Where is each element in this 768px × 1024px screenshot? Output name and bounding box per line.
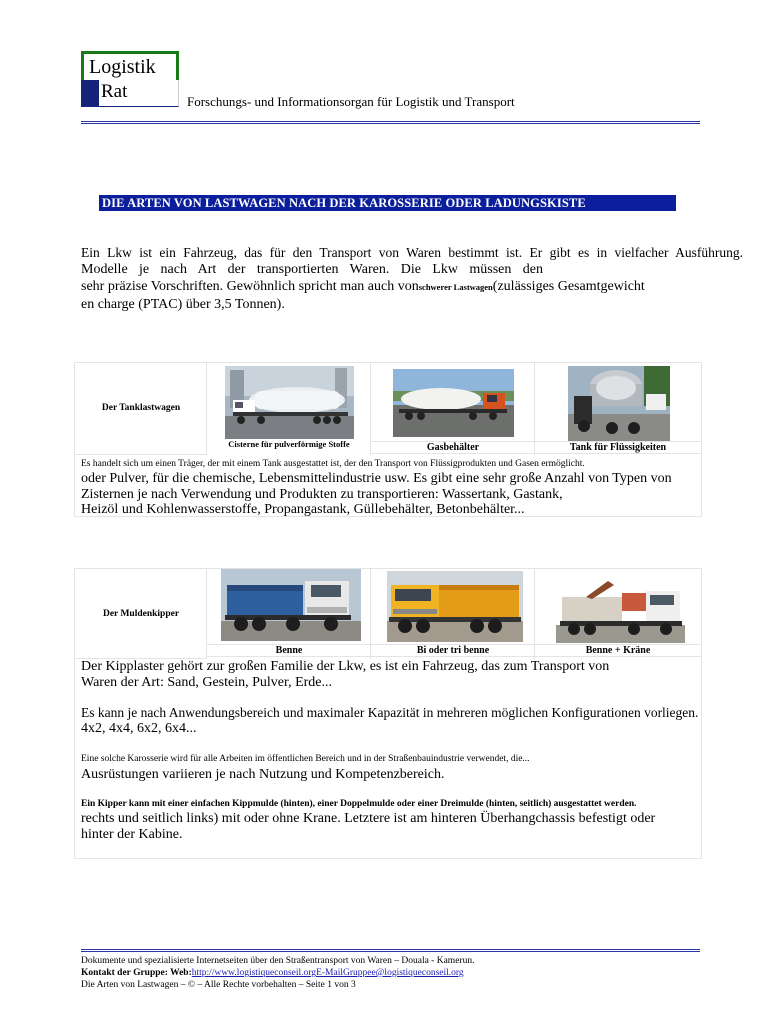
tipper-p2-line1: Es kann je nach Anwendungsbereich und maximaler Kapazität in mehreren möglichen Konfigurationen vorliegen.: [81, 705, 699, 720]
gas-tanker-photo: [393, 369, 514, 437]
tipper-p1-line2: Waren der Art: Sand, Gestein, Pulver, Erde...: [81, 675, 333, 690]
caption-benne: Benne: [207, 644, 371, 657]
bi-tri-benne-truck-photo: [387, 571, 523, 642]
tipper-p1-line1: Der Kipplaster gehört zur großen Familie der Lkw, es ist ein Fahrzeug, das zum Transport von: [81, 659, 610, 674]
footer-email-link[interactable]: E-MailGruppee@logistiqueconseil.org: [316, 968, 464, 978]
footer: [81, 955, 522, 991]
footer-line-3: Die Arten von Lastwagen – © – Alle Rechte vorbehalten – Seite 1 von 3: [81, 980, 356, 990]
caption-benne-kraene: Benne + Kräne: [535, 644, 701, 657]
intro-line-1: Ein Lkw ist ein Fahrzeug, das für den Transport von Waren bestimmt ist. Er gibt es in vielfacher Ausführung.: [81, 245, 743, 260]
tipper-p2-line2: 4x2, 4x4, 6x2, 6x4...: [81, 721, 197, 736]
intro-line-3c: (zulässiges Gesamtgewicht: [492, 279, 645, 294]
footer-contact: [81, 967, 522, 979]
section-heading: DIE ARTEN VON LASTWAGEN NACH DER KAROSSERIE ODER LADUNGSKISTE: [99, 195, 676, 211]
logo-rat: [81, 80, 179, 107]
tanker-text-1: oder Pulver, für die chemische, Lebensmittelindustrie usw. Es gibt eine sehr große Anzahl von Typen von: [81, 471, 672, 486]
tipper-p4-line3: hinter der Kabine.: [81, 827, 183, 842]
intro-line-2: Modelle je nach Art der transportierten Waren. Die Lkw müssen den: [81, 262, 543, 277]
tagline: Forschungs- und Informationsorgan für Logistik und Transport: [187, 94, 515, 109]
caption-gas-tank: Gasbehälter: [371, 441, 535, 454]
caption-bi-tri-benne: Bi oder tri benne: [371, 644, 535, 657]
header-rule: [81, 121, 700, 124]
footer-line-1: Dokumente und spezialisierte Internetseiten über den Straßentransport von Waren – Douala - Kamerun.: [81, 956, 475, 966]
tanker-section: [74, 362, 702, 517]
liquid-tanker-photo: [568, 366, 670, 441]
caption-liquid-tank: Tank für Flüssigkeiten: [535, 441, 701, 454]
intro-bold-term: schwerer Lastwagen: [418, 282, 493, 292]
logo-logistik: [81, 51, 179, 80]
logo-text-line2: Rat: [101, 81, 128, 102]
powder-tanker-photo: [225, 366, 354, 439]
benne-truck-photo: [221, 569, 361, 641]
tipper-p4-line2: rechts und seitlich links) mit oder ohne Krane. Letztere ist am hinteren Überhangchassis befestigt oder: [81, 811, 656, 826]
tipper-section: [74, 568, 702, 859]
footer-contact-label: Kontakt der Gruppe: Web:: [81, 968, 192, 978]
tanker-small-line: Es handelt sich um einen Träger, der mit einem Tank ausgestattet ist, der den Transport von Flüssigprodukten und Gasen ermöglicht.: [81, 459, 585, 469]
intro-line-4: en charge (PTAC) über 3,5 Tonnen).: [81, 297, 285, 312]
footer-rule: [81, 949, 700, 952]
tipper-title: Der Muldenkipper: [102, 609, 180, 619]
intro-line-3a: sehr präzise Vorschriften. Gewöhnlich spricht man auch von: [81, 279, 419, 294]
tipper-p3-line2: Ausrüstungen variieren je nach Nutzung und Kompetenzbereich.: [81, 767, 445, 782]
tanker-title: Der Tanklastwagen: [101, 403, 181, 413]
benne-kraene-truck-photo: [556, 579, 685, 643]
logo-text-line1: Logistik: [89, 56, 156, 78]
intro-line-3: [81, 278, 743, 296]
intro-text: [81, 244, 743, 313]
tanker-text-2: Zisternen je nach Verwendung und Produkten zu transportieren: Wassertank, Gastank,: [81, 487, 563, 502]
tipper-p3-line1: Eine solche Karosserie wird für alle Arbeiten im öffentlichen Bereich und in der Straßenbauindustrie verwendet, die...: [81, 754, 530, 764]
tipper-p4-line1: Ein Kipper kann mit einer einfachen Kippmulde (hinten), einer Doppelmulde oder einer Dreimulde (hinten, seitlich) ausgestattet werden.: [81, 799, 637, 809]
footer-web-link[interactable]: http://www.logistiqueconseil.org: [191, 968, 317, 978]
caption-powder-tank: Cisterne für pulverförmige Stoffe: [228, 439, 350, 449]
tanker-text-3: Heizöl und Kohlenwasserstoffe, Propangastank, Güllebehälter, Betonbehälter...: [81, 502, 525, 517]
